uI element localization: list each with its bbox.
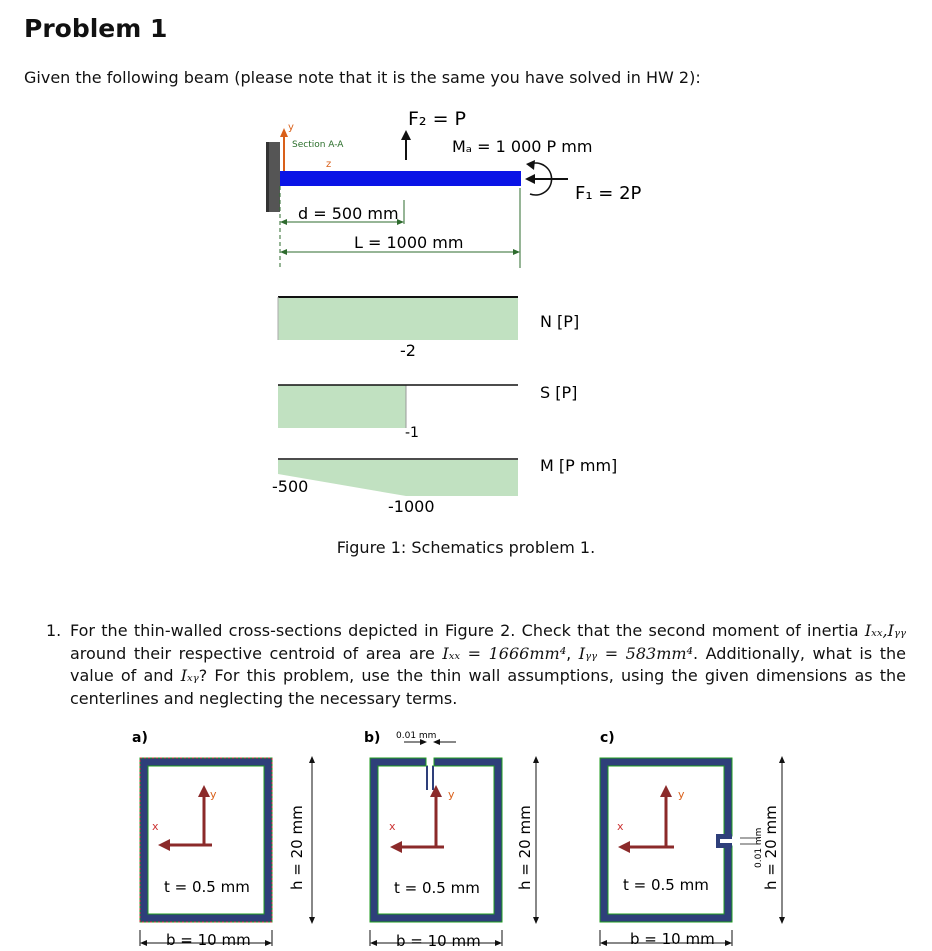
section-a-tag: a) [132,730,148,746]
f1-label: F₁ = 2P [575,183,642,204]
section-b [364,730,539,950]
q-iyy-value: Iᵧᵧ = 583mm⁴ [578,643,693,663]
section-a-y: y [210,788,217,801]
beam-axis-y: y [288,122,294,133]
figure-caption: Figure 1: Schematics problem 1. [336,538,596,557]
moment-end-value: -1000 [388,497,435,516]
section-c [600,730,785,948]
q-ixy: Iₓᵧ [180,666,199,685]
section-b-tag: b) [364,730,381,746]
shear-label: S [P] [540,383,578,402]
section-a-h: h = 20 mm [288,805,306,890]
d-label: d = 500 mm [298,204,399,223]
section-c-gap: 0.01 mm [754,827,764,868]
section-b-t: t = 0.5 mm [394,879,480,897]
section-c-t: t = 0.5 mm [623,876,709,894]
section-c-tag: c) [600,730,615,746]
q-ixx-iyy: Iₓₓ,Iᵧᵧ [864,621,906,640]
normal-label: N [P] [540,312,580,331]
q-text-d: ? For this problem, use the thin wall assumptions, using the given dimensions as the centerlines and neglecting the necessary terms. [70,666,907,708]
moment-start-value: -500 [272,477,309,496]
section-c-x: x [617,820,624,833]
l-label: L = 1000 mm [354,233,464,252]
section-a-t: t = 0.5 mm [164,878,250,896]
problem-title: Problem 1 [24,14,168,43]
intro-text: Given the following beam (please note that it is the same you have solved in HW 2): [24,68,701,87]
section-b-b: b = 10 mm [396,932,481,950]
moment-diagram-label: M [P mm] [540,456,618,475]
q-text-c: . Additionally, what is the value of and [70,643,907,685]
section-a-b: b = 10 mm [166,931,251,949]
question-1: 1. For the thin-walled cross-sections depicted in Figure 2. Check that the second moment of inertia Iₓₓ,Iᵧᵧ around their respective centroid of area are Iₓₓ = 1666mm⁴, Iᵧᵧ = 583mm⁴. Additionally, what is the value of and Iₓᵧ? For this problem, use the thin wall assumptions, using the given dimensions as the centerlines and neglecting the necessary terms. [46,621,907,708]
f2-label: F₂ = P [408,108,467,130]
section-b-x: x [389,820,396,833]
q-ixx-value: Iₓₓ = 1666mm⁴ [442,643,567,663]
moment-label: Mₐ = 1 000 P mm [452,137,593,156]
normal-value: -2 [400,341,416,360]
q-text-b: around their respective centroid of area are [70,643,443,663]
section-label: Section A-A [292,140,344,150]
section-c-b: b = 10 mm [630,930,715,948]
beam-axis-z: z [326,159,332,170]
section-c-h: h = 20 mm [762,805,780,890]
section-a-x: x [152,820,159,833]
question-number: 1. [46,621,62,640]
section-c-y: y [678,788,685,801]
section-b-gap: 0.01 mm [396,731,437,741]
section-a [132,730,315,949]
section-b-h: h = 20 mm [516,805,534,890]
shear-value: -1 [405,425,419,441]
q-text-a: For the thin-walled cross-sections depicted in Figure 2. Check that the second moment of inertia [70,621,865,640]
section-b-y: y [448,788,455,801]
